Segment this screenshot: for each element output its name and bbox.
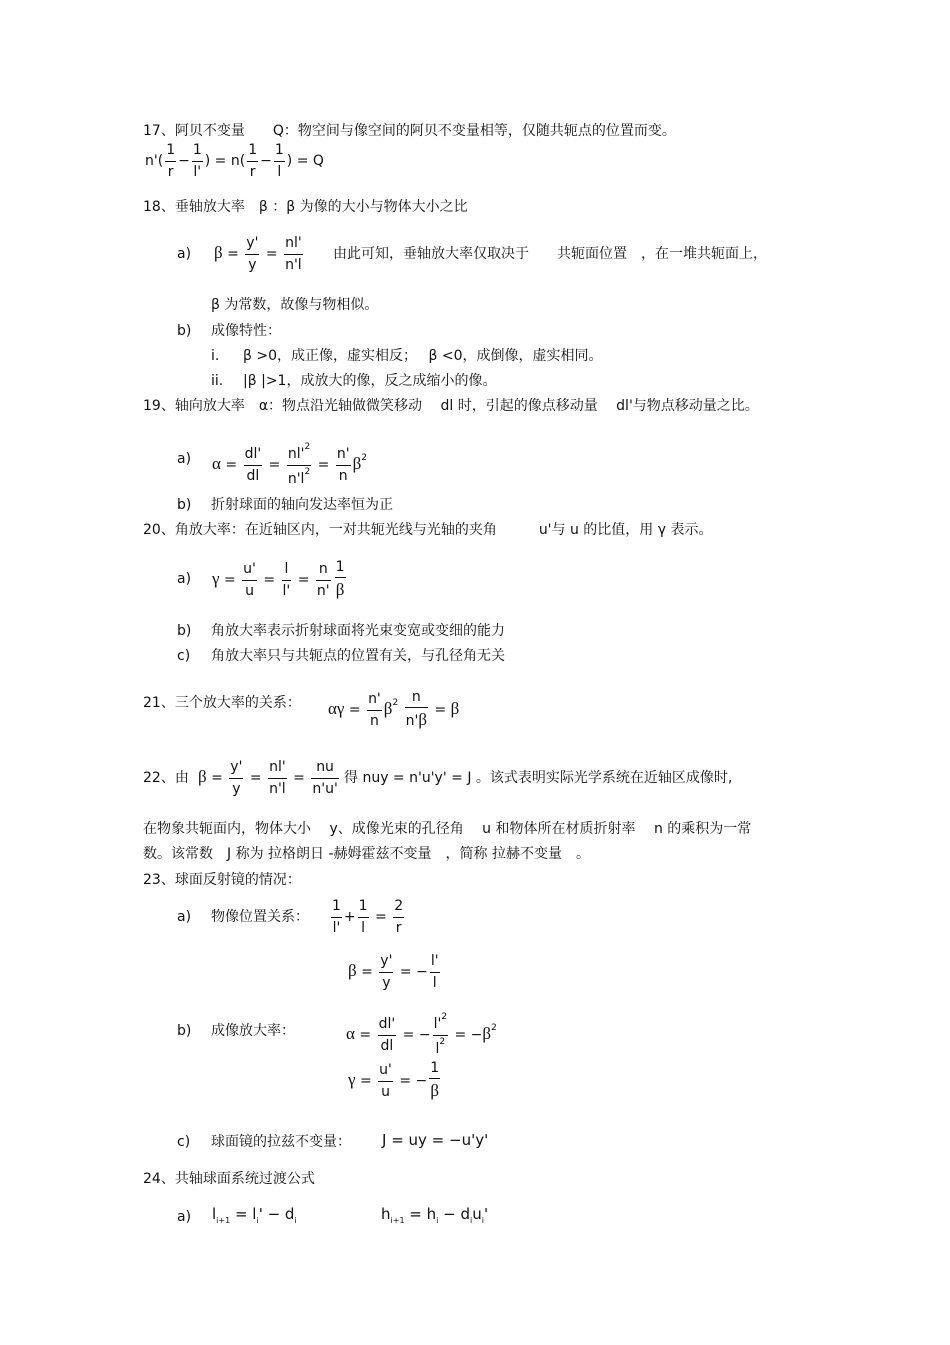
item-24-a-label: a) [177,1209,192,1225]
item-19-b-label: b) [177,497,192,513]
item-20-b-label: b) [177,623,192,639]
item-23-c-formula: J = uy = −u'y' [382,1131,489,1149]
item-23-b-text: 成像放大率： [211,1023,295,1039]
item-18-ii-label: ii. [211,373,224,389]
item-18-a-text: 由此可知，垂轴放大率仅取决于 共轭面位置 ，在一堆共轭面上， [333,246,767,262]
item-20-a-label: a) [177,571,192,587]
item-19-a-label: a) [177,451,192,467]
item-18-b-text: 成像特性： [211,323,281,339]
item-22-line2: 在物象共轭面内，物体大小 y、成像光束的孔径角 u 和物体所在材质折射率 n 的乘积为一常 [143,821,752,837]
item-21-formula: αγ = $\frac{n'}{n}$ $\beta^2$ $\frac{n}{n'\beta}$ = β [328,689,460,730]
item-18-b-label: b) [177,323,192,339]
item-22-line3: 数。该常数 J 称为 拉格朗日 -赫姆霍兹不变量 ，简称 拉赫不变量 。 [143,846,590,862]
item-23-c-label: c) [177,1134,191,1150]
item-23-c-text: 球面镜的拉兹不变量： [211,1134,351,1150]
item-24-a-formula-h: $h_{i+1} = h_i - d_iu_i'$ [381,1205,489,1225]
item-18-i-text: β >0，成正像，虚实相反； β <0，成倒像，虚实相同。 [243,348,603,364]
item-23-a-label: a) [177,909,192,925]
item-17-title: 17、阿贝不变量 Q：物空间与像空间的阿贝不变量相等，仅随共轭点的位置而变。 [143,123,676,139]
item-20-c-text: 角放大率只与共轭点的位置有关，与孔径角无关 [211,648,505,664]
item-24-title: 24、共轴球面系统过渡公式 [143,1171,315,1187]
item-24-a-formula-l: $l_{i+1} = l_i' - d_i$ [212,1205,297,1225]
item-23-b-formula-gamma: γ = $\frac{u'}{u}$ = − 1 β [348,1060,440,1101]
item-23-b-formula-beta: β = $\frac{y'}{y}$ = − $\frac{l'}{l}$ [348,953,439,991]
item-23-title: 23、球面反射镜的情况： [143,872,301,888]
item-22-formula: β = $\frac{y'}{y}$ = $\frac{nl'}{n'l}$ = $\frac{nu}{n'u'}$ [198,759,338,797]
item-18-a-text2: β 为常数，故像与物相似。 [211,297,379,313]
item-20-c-label: c) [177,648,191,664]
item-20-title: 20、角放大率：在近轴区内，一对共轭光线与光轴的夹角 u'与 u 的比值，用 γ 表示。 [143,522,713,538]
item-18-ii-text: |β |>1，成放大的像，反之成缩小的像。 [243,373,497,389]
item-23-b-formula-alpha: α = $\frac{dl'}{dl}$ = − $\frac{l'^2}{l^2}$ = $-\beta^2$ [346,1012,497,1057]
item-19-a-formula: α = $\frac{dl'}{dl}$ = $\frac{nl'^2}{n'l^2}$ = $\frac{n'}{n}$ $\beta^2$ [212,442,367,487]
item-22-suffix: 得 nuy = n'u'y' = J 。该式表明实际光学系统在近轴区成像时, [344,770,733,786]
item-20-b-text: 角放大率表示折射球面将光束变宽或变细的能力 [211,623,505,639]
item-18-a-formula: β = $\frac{y'}{y}$ = $\frac{nl'}{n'l}$ [214,235,302,273]
item-17-formula: n'( $\frac{1}{r}$ − $\frac{1}{l'}$ ) = n( $\frac{1}{r}$ − $\frac{1}{l}$ ) = Q [145,142,324,180]
item-18-i-label: i. [211,348,220,364]
item-21-title: 21、三个放大率的关系： [143,695,301,711]
item-18-title: 18、垂轴放大率 β ：β 为像的大小与物体大小之比 [143,199,468,215]
item-23-a-formula: $\frac{1}{l'}$ + $\frac{1}{l}$ = $\frac{2}{r}$ [332,898,404,936]
item-19-title: 19、轴向放大率 α：物点沿光轴做微笑移动 dl 时，引起的像点移动量 dl'与物点移动量之比。 [143,398,759,414]
item-23-b-label: b) [177,1023,192,1039]
item-19-b-text: 折射球面的轴向发达率恒为正 [211,497,393,513]
item-20-a-formula: γ = $\frac{u'}{u}$ = $\frac{l}{l'}$ = $\frac{n}{n'}$ 1 β [212,559,345,600]
item-23-a-text: 物像位置关系： [211,909,309,925]
item-22-prefix: 22、由 [143,770,189,786]
item-18-a-label: a) [177,246,192,262]
